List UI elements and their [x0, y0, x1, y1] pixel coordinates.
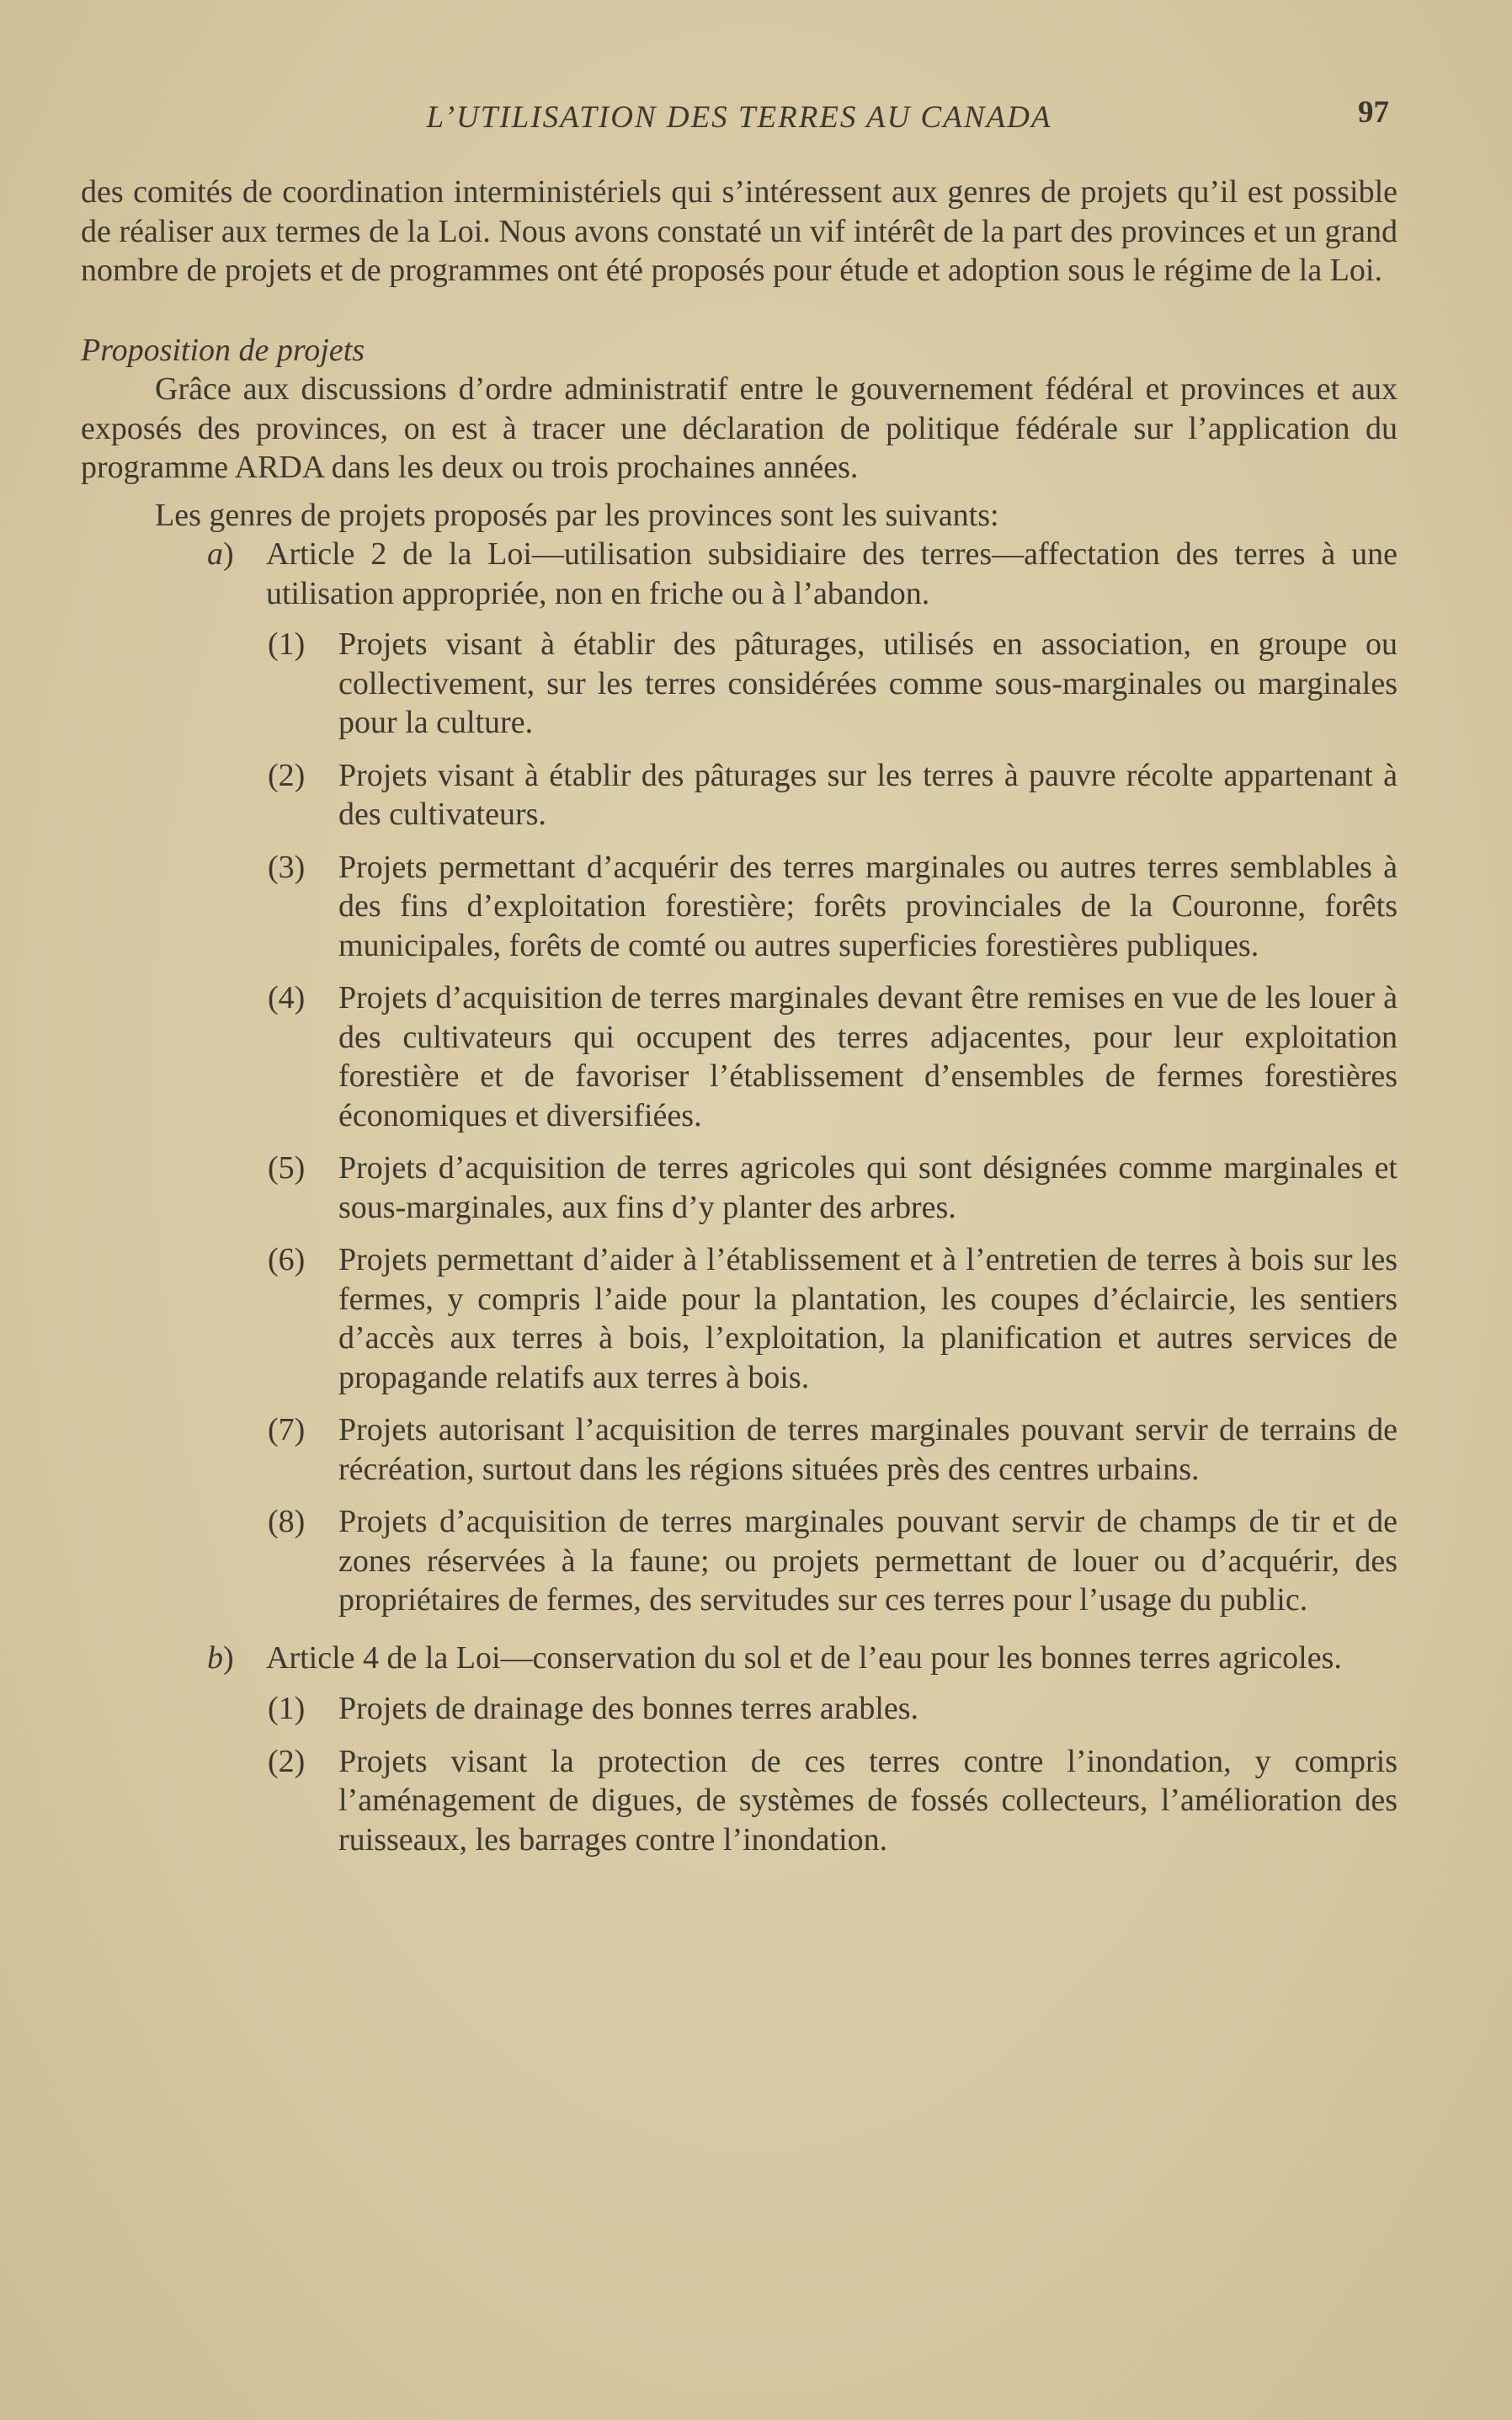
list-marker-a [207, 535, 234, 574]
sub-item [81, 1240, 1398, 1397]
section-paragraph-2: Les genres de projets proposés par les provinces sont les suivants: [155, 497, 999, 533]
sub-item [81, 1410, 1398, 1489]
sub-item-text: Projets visant à établir des pâturages, utilisés en association, en groupe ou collectivement, sur les terres considérées comme sous-marginales ou marginales pour la culture. [338, 626, 1398, 740]
sub-item [81, 1742, 1398, 1860]
list-item-b-text: Article 4 de la Loi—conservation du sol et de l’eau pour les bonnes terres agricoles. [266, 1639, 1342, 1676]
list-item-b [81, 1639, 1398, 1678]
page-number: 97 [1358, 95, 1389, 130]
sub-item-number: (1) [268, 626, 306, 662]
sub-item-text: Projets permettant d’acquérir des terres marginales ou autres terres semblables à des fins d’exploitation forestière; forêts provinciales de la Couronne, forêts municipales, forêts de comté ou autres superficies forestières publiques. [338, 849, 1398, 963]
list-item-a-text: Article 2 de la Loi—utilisation subsidiaire des terres—affectation des terres à une utilisation appropriée, non en friche ou à l’abandon. [266, 536, 1398, 611]
sub-item-number: (4) [268, 980, 306, 1015]
sub-item [81, 756, 1398, 834]
sub-item [81, 848, 1398, 966]
list-letter: b [207, 1639, 223, 1676]
sub-item [81, 1149, 1398, 1227]
sub-item-number: (3) [268, 849, 306, 885]
sub-item-text: Projets autorisant l’acquisition de terres marginales pouvant servir de terrains de récréation, surtout dans les régions situées près des centres urbains. [338, 1412, 1398, 1487]
sub-item [81, 978, 1398, 1135]
list-item-a [81, 535, 1398, 613]
sub-item-number: (1) [268, 1691, 306, 1726]
sub-item [81, 1502, 1398, 1620]
sub-item-number: (6) [268, 1242, 306, 1277]
sub-item-number: (7) [268, 1412, 306, 1447]
list-paren: ) [223, 1639, 234, 1676]
sub-item-number: (5) [268, 1150, 306, 1186]
list-letter: a [207, 536, 223, 572]
sub-item-number: (2) [268, 757, 306, 793]
sub-item-text: Projets visant la protection de ces terres contre l’inondation, y compris l’aménagement de digues, de systèmes de fossés collecteurs, l’amélioration des ruisseaux, les barrages contre l’inondation. [338, 1743, 1398, 1858]
sub-list-a [81, 625, 1398, 1620]
sub-item-number: (8) [268, 1504, 306, 1539]
sub-item-text: Projets d’acquisition de terres marginales devant être remises en vue de les louer à des cultivateurs qui occupent des terres adjacentes, pour leur exploitation forestière et de favoriser l’établissement d’ensembles de fermes forestières économiques et diversifiées. [338, 980, 1398, 1133]
sub-item-text: Projets d’acquisition de terres marginales pouvant servir de champs de tir et de zones réservées à la faune; ou projets permettant de louer ou d’acquérir, des propriétaires de fermes, des servitudes sur ces terres pour l’usage du public. [338, 1504, 1398, 1618]
section-heading: Proposition de projets [81, 332, 365, 368]
section-paragraph-1: Grâce aux discussions d’ordre administratif entre le gouvernement fédéral et provinces et aux exposés des provinces, on est à tracer une déclaration de politique fédérale sur l’application du programme ARDA dans les deux ou trois prochaines années. [81, 371, 1398, 485]
running-title: L’UTILISATION DES TERRES AU CANADA [426, 100, 1052, 135]
sub-item [81, 625, 1398, 743]
body-text [81, 173, 1398, 1873]
sub-item [81, 1689, 1398, 1729]
sub-item-text: Projets permettant d’aider à l’établissement et à l’entretien de terres à bois sur les fermes, y compris l’aide pour la plantation, les coupes d’éclaircie, les sentiers d’accès aux terres à bois, l’exploitation, la planification et autres services de propagande relatifs aux terres à bois. [338, 1242, 1398, 1395]
sub-list-b [81, 1689, 1398, 1859]
page-header [81, 94, 1398, 145]
list-marker-b [207, 1639, 234, 1678]
sub-item-number: (2) [268, 1743, 306, 1779]
list-paren: ) [223, 536, 234, 572]
sub-item-text: Projets d’acquisition de terres agricoles qui sont désignées comme marginales et sous-marginales, aux fins d’y planter des arbres. [338, 1150, 1398, 1225]
sub-item-text: Projets visant à établir des pâturages sur les terres à pauvre récolte appartenant à des cultivateurs. [338, 757, 1398, 832]
intro-paragraph: des comités de coordination interministériels qui s’intéressent aux genres de projets qu’il est possible de réaliser aux termes de la Loi. Nous avons constaté un vif intérêt de la part des provinces et un grand nombre de projets et de programmes ont été proposés pour étude et adoption sous le régime de la Loi. [81, 174, 1398, 288]
sub-item-text: Projets de drainage des bonnes terres arables. [338, 1691, 919, 1726]
